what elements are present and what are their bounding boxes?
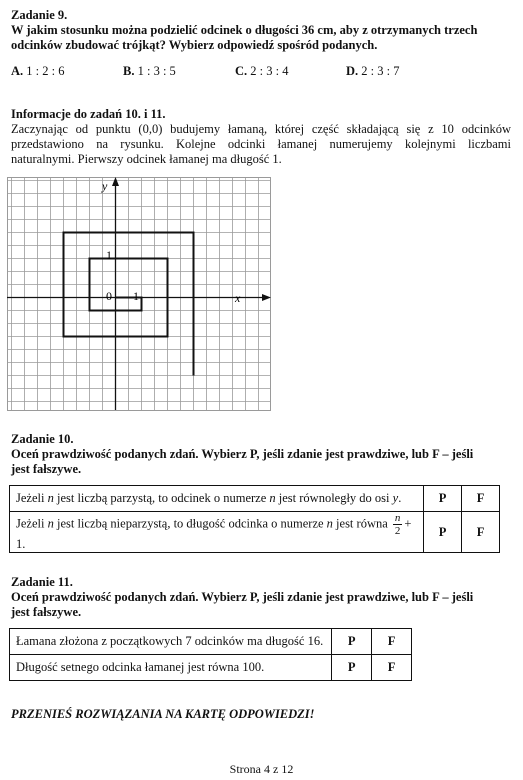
task-11-table bbox=[9, 628, 412, 681]
task-10-title: Zadanie 10. bbox=[11, 432, 74, 446]
task-11-title: Zadanie 11. bbox=[11, 575, 73, 589]
info-title: Informacje do zadań 10. i 11. bbox=[11, 107, 166, 121]
page-footer: Strona 4 z 12 bbox=[229, 762, 294, 776]
y-one-label: 1 bbox=[106, 248, 112, 262]
table-row bbox=[10, 655, 412, 681]
task-10-2-p[interactable]: P bbox=[424, 512, 462, 553]
x-label: x bbox=[235, 291, 241, 305]
task-11-2-f[interactable]: F bbox=[372, 655, 412, 681]
task-10-1-p[interactable]: P bbox=[424, 486, 462, 512]
option-c: C. 2 : 3 : 4 bbox=[235, 64, 289, 78]
task-11-instruction-line-2: jest fałszywe. bbox=[11, 605, 82, 619]
option-a: A. 1 : 2 : 6 bbox=[11, 64, 65, 78]
task-9-title: Zadanie 9. bbox=[11, 8, 68, 22]
x-axis-arrow bbox=[262, 294, 271, 301]
y-axis-arrow bbox=[112, 177, 119, 186]
grid-lines bbox=[7, 177, 271, 411]
option-d: D. 2 : 3 : 7 bbox=[346, 64, 400, 78]
task-9-question-line-1: W jakim stosunku można podzielić odcinek o długości 36 cm, aby z otrzymanych trzech bbox=[11, 23, 478, 37]
table-row bbox=[10, 512, 500, 553]
task-10-2-f[interactable]: F bbox=[462, 512, 500, 553]
polyline-figure bbox=[7, 177, 271, 415]
task-10-instruction-line-1: Oceń prawdziwość podanych zdań. Wybierz P, jeśli zdanie jest prawdziwe, lub F – jeśli bbox=[11, 447, 474, 461]
task-10-statement-1: Jeżeli n jest liczbą parzystą, to odcinek o numerze n jest równoległy do osi y. bbox=[10, 486, 424, 512]
option-b: B. 1 : 3 : 5 bbox=[123, 64, 176, 78]
task-11-instruction-line-1: Oceń prawdziwość podanych zdań. Wybierz P, jeśli zdanie jest prawdziwe, lub F – jeśli bbox=[11, 590, 474, 604]
task-11-1-f[interactable]: F bbox=[372, 629, 412, 655]
table-row bbox=[10, 629, 412, 655]
task-11-2-p[interactable]: P bbox=[332, 655, 372, 681]
task-10-instruction-line-2: jest fałszywe. bbox=[11, 462, 82, 476]
task-9-question-line-2: odcinków zbudować trójkąt? Wybierz odpowiedź spośród podanych. bbox=[11, 38, 378, 52]
grid-svg bbox=[7, 177, 271, 411]
fraction: $\frac{n}{2}$ bbox=[394, 512, 401, 537]
info-line-3: naturalnymi. Pierwszy odcinek łamanej ma długość 1. bbox=[11, 152, 282, 166]
task-11-statement-1: Łamana złożona z początkowych 7 odcinków ma długość 16. bbox=[10, 629, 332, 655]
transfer-answers-note: PRZENIEŚ ROZWIĄZANIA NA KARTĘ ODPOWIEDZI! bbox=[11, 707, 315, 721]
origin-label: 0 bbox=[106, 289, 112, 303]
task-11-1-p[interactable]: P bbox=[332, 629, 372, 655]
task-10-table bbox=[9, 485, 500, 553]
task-11-statement-2: Długość setnego odcinka łamanej jest równa 100. bbox=[10, 655, 332, 681]
x-one-label: 1 bbox=[133, 289, 139, 303]
info-line-1: Zaczynając od punktu (0,0) budujemy łamaną, której część składającą się z 10 odcinków bbox=[11, 122, 511, 136]
info-line-2: przedstawiono na rysunku. Kolejne odcinki łamanej numerujemy kolejnymi liczbami bbox=[11, 137, 511, 151]
task-10-statement-2: Jeżeli n jest liczbą nieparzystą, to długość odcinka o numerze n jest równa $\frac{n}{2}$ + 1. bbox=[10, 512, 424, 553]
y-label: y bbox=[102, 179, 108, 193]
table-row bbox=[10, 486, 500, 512]
task-10-1-f[interactable]: F bbox=[462, 486, 500, 512]
